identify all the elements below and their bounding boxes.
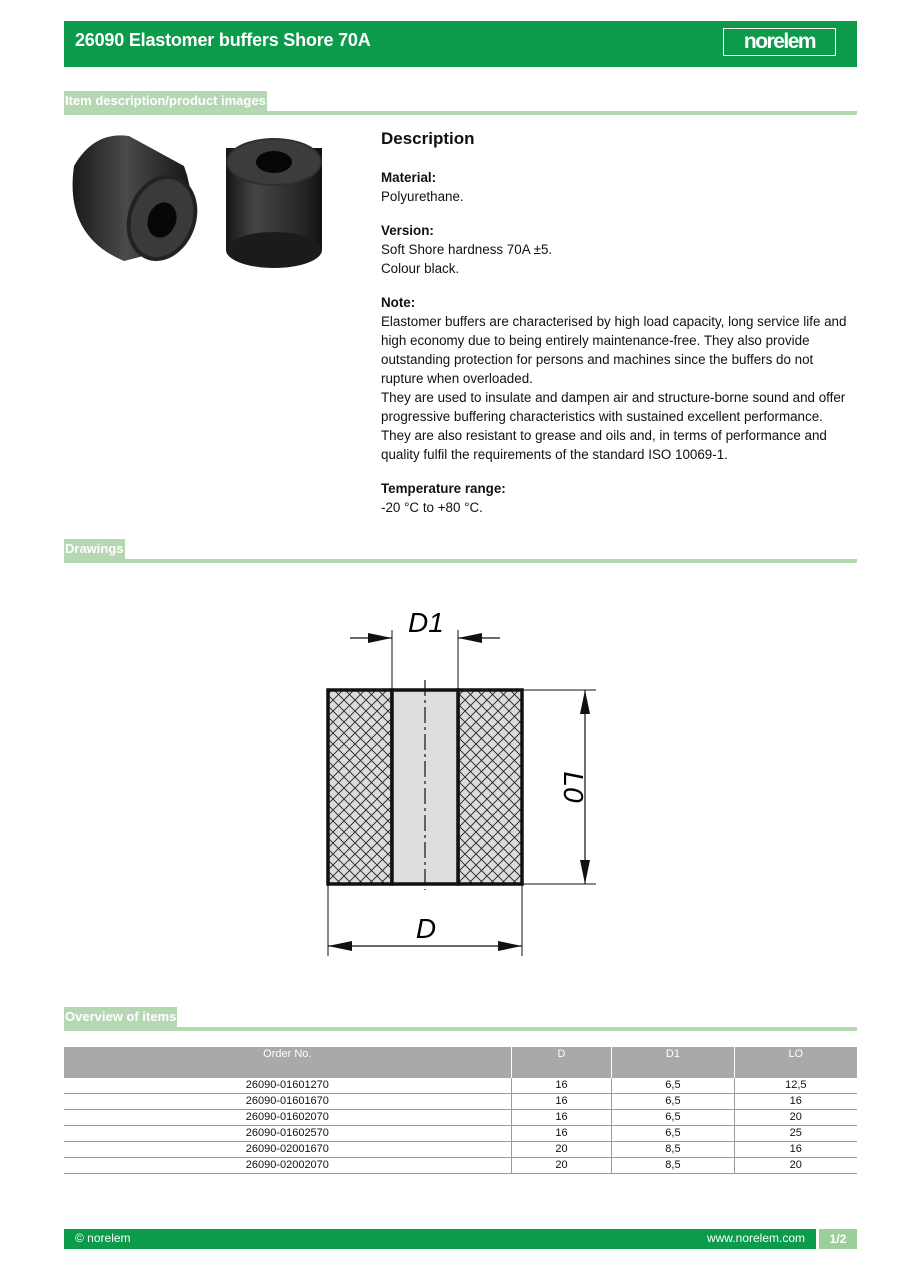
page-footer — [64, 1229, 857, 1249]
cell-order: 26090-01602570 — [64, 1126, 511, 1142]
temperature-label: Temperature range: — [381, 481, 506, 496]
cell-l0: 20 — [734, 1110, 857, 1126]
cell-l0: 16 — [734, 1094, 857, 1110]
cell-d1: 6,5 — [612, 1078, 734, 1094]
brand-logo[interactable]: norelem — [723, 28, 836, 56]
section-item-description — [64, 91, 857, 115]
cell-d: 16 — [511, 1094, 612, 1110]
version-line-1: Soft Shore hardness 70A ±5. — [381, 242, 553, 257]
table-row[interactable] — [64, 1158, 857, 1174]
header-order-no: Order No. — [64, 1047, 511, 1078]
section-drawings — [64, 539, 857, 563]
items-table — [64, 1047, 857, 1174]
cell-d: 16 — [511, 1078, 612, 1094]
note-paragraph-3: They are also resistant to grease and oils and, in terms of performance and quality fulfil the requirements of the standard ISO 10069-1. — [381, 428, 827, 462]
section-overview — [64, 1007, 857, 1031]
cell-l0: 20 — [734, 1158, 857, 1174]
cell-order: 26090-01601270 — [64, 1078, 511, 1094]
website-link[interactable]: www.norelem.com — [706, 1231, 805, 1245]
cell-order: 26090-01602070 — [64, 1110, 511, 1126]
table-row[interactable] — [64, 1094, 857, 1110]
cell-d: 20 — [511, 1142, 612, 1158]
technical-drawing — [300, 590, 620, 970]
cell-d: 16 — [511, 1110, 612, 1126]
dimension-label-d1: D1 — [408, 607, 444, 638]
version-block — [381, 221, 857, 278]
description-panel — [381, 128, 857, 532]
dimension-label-d: D — [415, 913, 437, 944]
cell-order: 26090-01601670 — [64, 1094, 511, 1110]
cell-d: 20 — [511, 1158, 612, 1174]
page-number: 1/2 — [816, 1229, 857, 1249]
product-image — [64, 126, 330, 274]
table-header-row — [64, 1047, 857, 1078]
note-block — [381, 293, 857, 464]
material-block — [381, 168, 857, 206]
cell-d1: 6,5 — [612, 1110, 734, 1126]
version-line-2: Colour black. — [381, 261, 460, 276]
table-row[interactable] — [64, 1126, 857, 1142]
dimension-d — [328, 884, 522, 956]
cell-d1: 8,5 — [612, 1158, 734, 1174]
material-text: Polyurethane. — [381, 189, 464, 204]
temperature-text: -20 °C to +80 °C. — [381, 500, 483, 515]
buffer-cross-section — [328, 680, 522, 890]
header-l0: LO — [734, 1047, 857, 1078]
note-label: Note: — [381, 295, 416, 310]
cell-l0: 12,5 — [734, 1078, 857, 1094]
cell-order: 26090-02002070 — [64, 1158, 511, 1174]
dimension-label-l0: L0 — [558, 771, 589, 803]
version-label: Version: — [381, 223, 434, 238]
cell-d1: 6,5 — [612, 1094, 734, 1110]
dimension-d1 — [350, 607, 500, 690]
table-row[interactable] — [64, 1078, 857, 1094]
dimension-l0 — [522, 690, 596, 884]
header-d1: D1 — [612, 1047, 734, 1078]
note-paragraph-2: They are used to insulate and dampen air and structure-borne sound and offer progressive buffering characteristics with sustained excellent performance. — [381, 390, 846, 424]
cell-d1: 8,5 — [612, 1142, 734, 1158]
table-row[interactable] — [64, 1110, 857, 1126]
cell-d: 16 — [511, 1126, 612, 1142]
material-label: Material: — [381, 170, 437, 185]
page-header — [64, 21, 857, 67]
note-paragraph-1: Elastomer buffers are characterised by high load capacity, long service life and high economy due to being entirely maintenance-free. They also provide outstanding protection for persons and machines since the buffers do not rupture when overloaded. — [381, 314, 847, 386]
copyright-text: © norelem — [75, 1231, 131, 1245]
section-label: Overview of items — [64, 1007, 177, 1027]
table-row[interactable] — [64, 1142, 857, 1158]
section-label: Item description/product images — [64, 91, 267, 111]
temperature-block — [381, 479, 857, 517]
cell-l0: 25 — [734, 1126, 857, 1142]
description-heading: Description — [381, 129, 475, 148]
cell-order: 26090-02001670 — [64, 1142, 511, 1158]
page-title: 26090 Elastomer buffers Shore 70A — [75, 30, 371, 50]
buffer-upright-shape — [226, 138, 322, 268]
header-d: D — [511, 1047, 612, 1078]
cell-l0: 16 — [734, 1142, 857, 1158]
cell-d1: 6,5 — [612, 1126, 734, 1142]
section-label: Drawings — [64, 539, 125, 559]
buffer-tilted-shape — [73, 135, 209, 271]
